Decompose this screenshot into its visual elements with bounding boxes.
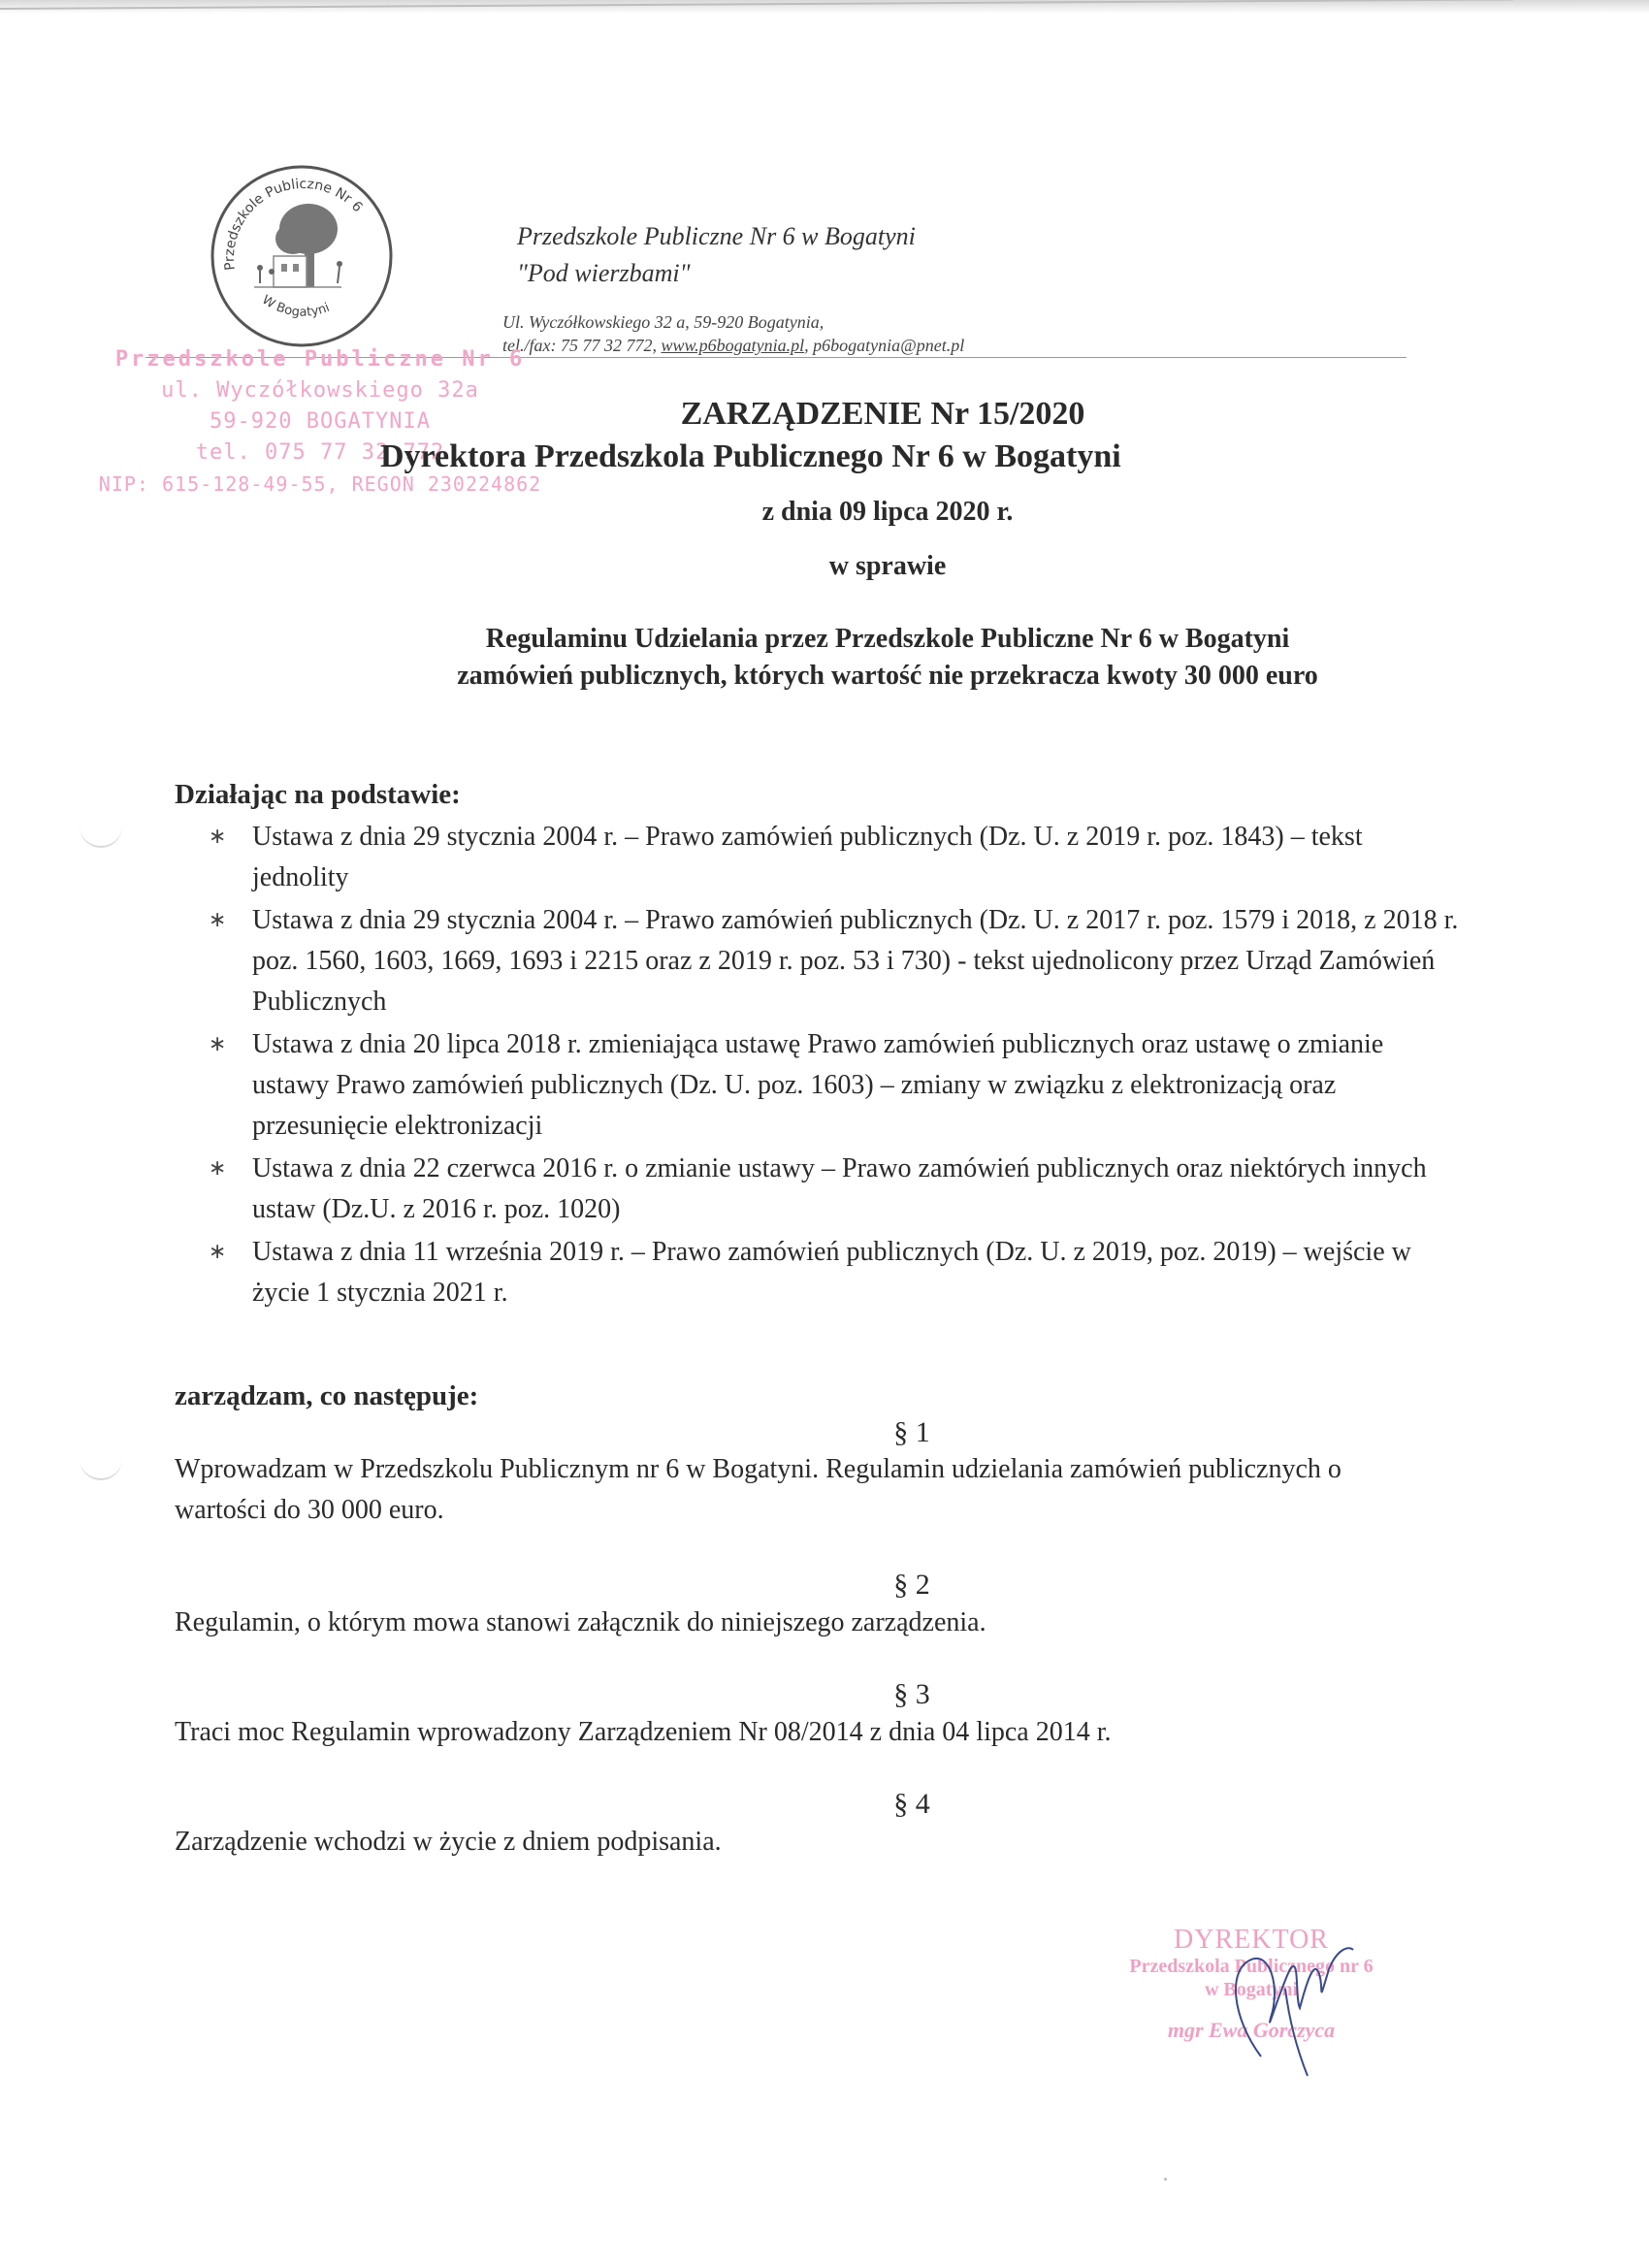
paragraph-number: § 1 — [893, 1416, 930, 1448]
director-city: w Bogatyni — [1204, 1979, 1299, 2000]
legal-basis-heading: Działając na podstawie: — [175, 779, 461, 810]
paragraph-number: § 2 — [893, 1569, 930, 1601]
legal-basis-item: ∗ Ustawa z dnia 29 stycznia 2004 r. – Prawo zamówień publicznych (Dz. U. z 2019 r. poz. 1843) – tekst jednolity — [209, 817, 1460, 898]
director-name: mgr Ewa Gorczyca — [1167, 2018, 1336, 2042]
website-link[interactable]: www.p6bogatynia.pl — [661, 336, 805, 355]
paragraph-text: Zarządzenie wchodzi w życie z dniem podpisania. — [175, 1827, 722, 1857]
in-matter-label: w sprawie — [828, 551, 947, 581]
legal-basis-item: ∗ Ustawa z dnia 11 września 2019 r. – Prawo zamówień publicznych (Dz. U. z 2019, poz. 2019) – wejście w życie 1 stycznia 2021 r. — [209, 1232, 1460, 1313]
stamp-line: 59-920 BOGATYNIA — [210, 409, 431, 434]
paragraph-number: § 3 — [893, 1678, 930, 1710]
email: , p6bogatynia@pnet.pl — [804, 336, 965, 355]
paragraph-text: Regulamin, o którym mowa stanowi załącznik do niniejszego zarządzenia. — [175, 1607, 986, 1637]
asterisk-bullet-icon: ∗ — [209, 825, 227, 849]
institution-name: Przedszkole Publiczne Nr 6 w Bogatyni — [517, 222, 916, 250]
contact-line — [502, 334, 964, 357]
address-line: Ul. Wyczółkowskiego 32 a, 59-920 Bogatynia, — [502, 312, 824, 332]
tree-house-icon — [254, 204, 342, 287]
asterisk-bullet-icon: ∗ — [209, 1156, 227, 1181]
punch-hole-mark — [80, 1455, 122, 1480]
phone-fax: tel./fax: 75 77 32 772, — [502, 336, 662, 355]
logo-ring-text-bottom: W Bogatyni — [259, 292, 333, 320]
document-date: z dnia 09 lipca 2020 r. — [761, 497, 1014, 527]
director-institution: Przedszkola Publicznego nr 6 — [1129, 1956, 1374, 1977]
school-logo — [206, 163, 398, 349]
document-subject — [0, 621, 1649, 695]
stamp-line: tel. 075 77 32 772 — [195, 440, 445, 465]
handwritten-signature — [1193, 1930, 1368, 2086]
paragraph-text: Traci moc Regulamin wprowadzony Zarządzeniem Nr 08/2014 z dnia 04 lipca 2014 r. — [175, 1717, 1112, 1747]
legal-basis-item: ∗ Ustawa z dnia 22 czerwca 2016 r. o zmianie ustawy – Prawo zamówień publicznych oraz niektórych innych ustaw (Dz.U. z 2016 r. poz. 1020) — [209, 1149, 1460, 1230]
subject-line: Regulaminu Udzielania przez Przedszkole Publiczne Nr 6 w Bogatyni — [485, 624, 1290, 654]
asterisk-bullet-icon: ∗ — [209, 1032, 227, 1056]
legal-basis-list — [209, 817, 1460, 1315]
stamp-line: ul. Wyczółkowskiego 32a — [161, 378, 479, 403]
legal-basis-item: ∗ Ustawa z dnia 20 lipca 2018 r. zmieniająca ustawę Prawo zamówień publicznych oraz ustawę o zmianie ustawy Prawo zamówień publicznych (Dz. U. poz. 1603) – zmiany w związku z elektronizacją oraz przesunięcie elektronizacji — [209, 1024, 1460, 1147]
order-heading: zarządzam, co następuje: — [175, 1380, 479, 1411]
institution-header — [517, 218, 916, 292]
document-issuer: Dyrektora Przedszkola Publicznego Nr 6 w Bogatyni — [380, 438, 1121, 474]
scan-speck — [1164, 2178, 1167, 2181]
logo-ring-text-top: Przedszkole Publiczne Nr 6 — [221, 177, 366, 272]
asterisk-bullet-icon: ∗ — [209, 908, 227, 932]
institution-nickname: "Pod wierzbami" — [517, 259, 691, 287]
institution-contact — [502, 310, 964, 357]
paragraph-text: Wprowadzam w Przedszkolu Publicznym nr 6 w Bogatyni. Regulamin udzielania zamówień publicznych o wartości do 30 000 euro. — [175, 1454, 1342, 1525]
paragraph-number: § 4 — [893, 1788, 930, 1820]
asterisk-bullet-icon: ∗ — [209, 1240, 227, 1264]
legal-basis-item: ∗ Ustawa z dnia 29 stycznia 2004 r. – Prawo zamówień publicznych (Dz. U. z 2017 r. poz. 1579 i 2018, z 2018 r. poz. 1560, 1603, 1669, 1693 i 2215 oraz z 2019 r. poz. 53 i 730) - tekst ujednolicony przez Urząd Zamówień Publicznych — [209, 900, 1460, 1022]
document-title: ZARZĄDZENIE Nr 15/2020 — [680, 396, 1085, 432]
subject-line: zamówień publicznych, których wartość nie przekracza kwoty 30 000 euro — [457, 661, 1318, 691]
director-title: DYREKTOR — [1174, 1925, 1329, 1955]
stamp-line: Przedszkole Publiczne Nr 6 — [114, 347, 526, 372]
stamp-line: NIP: 615-128-49-55, REGON 230224862 — [98, 472, 542, 496]
punch-hole-mark — [80, 823, 122, 848]
